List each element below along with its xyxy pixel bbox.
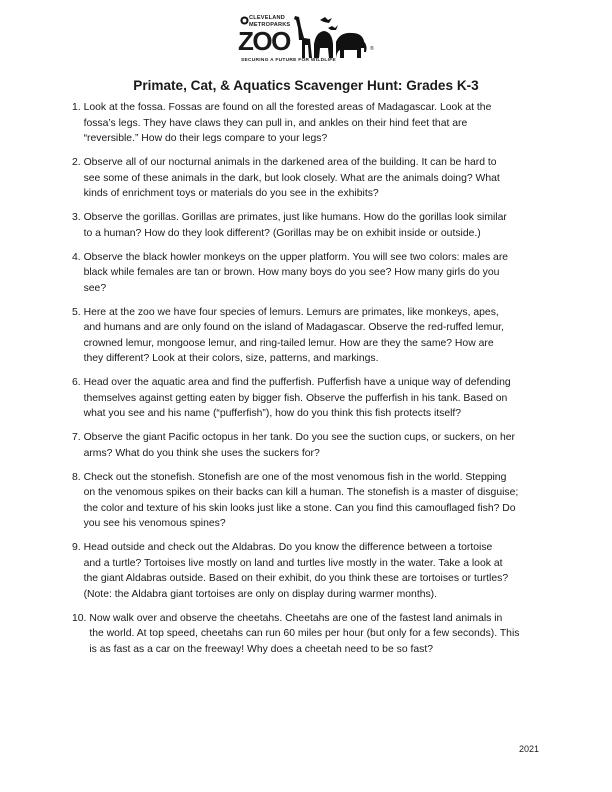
question-2 — [72, 155, 548, 202]
question-number: 4. — [72, 251, 84, 263]
question-number: 7. — [72, 432, 84, 443]
question-number: 5. — [72, 306, 84, 318]
logo-org-name: CLEVELAND METROPARKS — [249, 15, 291, 28]
question-number: 8. — [72, 471, 84, 483]
question-4 — [72, 250, 548, 297]
question-number: 9. — [72, 542, 84, 553]
question-8 — [72, 470, 548, 532]
question-number: 3. — [72, 212, 84, 223]
page-title: Primate, Cat, & Aquatics Scavenger Hunt: Grades K-3 — [133, 78, 479, 93]
question-5 — [72, 305, 548, 367]
question-number: 10. — [72, 612, 90, 624]
question-10 — [72, 611, 548, 658]
zoo-seal-icon — [240, 16, 249, 25]
question-list — [72, 100, 548, 657]
question-9 — [72, 540, 548, 602]
question-6 — [72, 375, 548, 422]
question-1 — [72, 100, 548, 147]
question-7 — [72, 430, 548, 461]
question-text: Observe the giant Pacific octopus in her tank. Do you see the suction cups, or suckers, on her arms? What do you think she uses the suckers for? — [83, 432, 516, 459]
question-number: 2. — [72, 157, 84, 168]
question-text: Observe the gorillas. Gorillas are primates, just like humans. How do the gorillas look similar to a human? How do they look different? (Gorillas may be on exhibit inside or outside.) — [83, 212, 507, 239]
question-text: Check out the stonefish. Stonefish are one of the most venomous fish in the world. Stepping on the venomous spikes on their backs can kill a human. The stonefish is a master of disguise; the color and texture of his skin looks just like a stone. Can you find this camouflaged fish? Do you see his venomous spines? — [83, 471, 519, 529]
question-text: Now walk over and observe the cheetahs. Cheetahs are one of the fastest land animals in the world. At top speed, cheetahs can run 60 miles per hour (but only for a few seconds). This is as fast as a car on the freeway! Why does a cheetah need to be so fast? — [89, 612, 520, 655]
logo-tagline: SECURING A FUTURE FOR WILDLIFE — [241, 58, 336, 63]
question-3 — [72, 210, 548, 241]
question-number: 1. — [72, 102, 84, 113]
question-text: Observe the black howler monkeys on the upper platform. You will see two colors: males are black while females are tan or brown. How many boys do you see? How many girls do you see? — [83, 251, 509, 294]
zoo-logo — [237, 14, 375, 68]
question-text: Look at the fossa. Fossas are found on all the forested areas of Madagascar. Look at the fossa’s legs. They have claws they can pull in, and ankles on their hind feet that are “reversible.” How do their legs compare to your legs? — [83, 102, 492, 144]
question-text: Observe all of our nocturnal animals in the darkened area of the building. It can be hard to see some of these animals in the dark, but look closely. What are the animals doing? What kinds of enrichment toys or materials do you see in the exhibits? — [83, 157, 500, 199]
registered-mark: ® — [370, 46, 374, 52]
question-text: Head over the aquatic area and find the pufferfish. Pufferfish have a unique way of defending themselves against getting eaten by bigger fish. Observe the pufferfish in his tank. Based on what you see and his name (“pufferfish”), how do you think this fish protects itself? — [83, 377, 511, 419]
question-number: 6. — [72, 377, 84, 388]
year-footer: 2021 — [519, 744, 540, 754]
animal-silhouettes-icon — [292, 14, 372, 58]
logo-zoo-wordmark: ZOO — [238, 26, 290, 56]
question-text: Head outside and check out the Aldabras. Do you know the difference between a tortoise and a turtle? Tortoises live mostly on land and turtles live mostly in the water. Take a look at the giant Aldabras outside. Based on their exhibit, do you think these are tortoises or turtles? (Note: the Aldabra giant tortoises are only on display during warmer months). — [83, 542, 509, 600]
question-text: Here at the zoo we have four species of lemurs. Lemurs are primates, like monkeys, apes, and humans and are only found on the island of Madagascar. Observe the red-ruffed lemur, crowned lemur, mongoose lemur, and ring-tailed lemur. How are they the same? How are they different? Look at their colors, size, patterns, and markings. — [83, 306, 504, 364]
